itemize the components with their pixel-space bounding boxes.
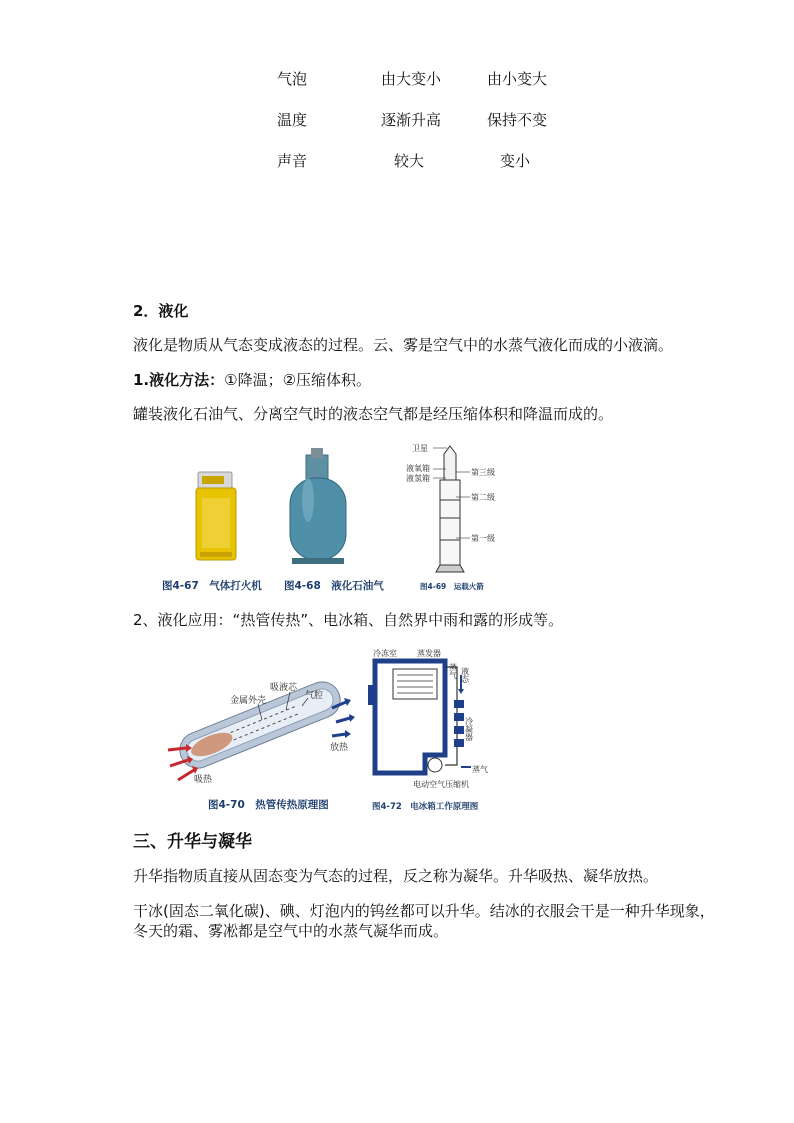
rocket-label-lh2: 液氢箱 — [406, 474, 430, 483]
section-heading: 2．液化 — [133, 302, 189, 320]
methods-label: 1.液化方法： — [133, 371, 225, 389]
fridge-diagram — [365, 645, 500, 800]
section-heading: 三、升华与凝华 — [133, 832, 252, 852]
examples-line-2: 冬天的霜、雾凇都是空气中的水蒸气凝华而成。 — [133, 922, 449, 940]
lighter-image — [196, 472, 236, 560]
figure-row-1 — [150, 440, 540, 595]
fridge-label-condenser: 冷凝器 — [464, 717, 474, 741]
table-cell: 声音 — [277, 152, 308, 170]
methods-text: ①降温；②压缩体积。 — [224, 371, 372, 389]
heat-pipe-label-absorb: 吸热 — [194, 775, 213, 785]
methods-line — [133, 368, 371, 392]
figure-caption: 图4-67 气体打火机 — [162, 580, 262, 592]
table-cell: 温度 — [277, 111, 308, 129]
fridge-label-compressor: 电动空气压缩机 — [413, 780, 469, 789]
heat-pipe-label-release: 放热 — [330, 743, 349, 753]
fridge-label-vapor-bottom: 蒸气 — [472, 765, 488, 774]
heat-pipe-label-cavity: 气腔 — [305, 691, 324, 701]
figure-caption: 图4-72 电冰箱工作原理图 — [372, 802, 479, 812]
rocket-label-lox: 液氧箱 — [406, 464, 430, 473]
table-cell: 气泡 — [277, 70, 308, 88]
heat-pipe-label-wick: 吸液芯 — [270, 683, 298, 693]
rocket-label-stage2: 第二级 — [471, 493, 495, 502]
application-paragraph: 2、液化应用：“热管传热”、电冰箱、自然界中雨和露的形成等。 — [133, 611, 564, 629]
examples-line-1: 干冰(固态二氧化碳)、碘、灯泡内的钨丝都可以升华。结冰的衣服会干是一种升华现象， — [133, 902, 715, 920]
definition-paragraph: 升华指物质直接从固态变为气态的过程，反之称为凝华。升华吸热、凝华放热。 — [133, 867, 659, 885]
examples-paragraph: 罐装液化石油气、分离空气时的液态空气都是经压缩体积和降温而成的。 — [133, 405, 614, 423]
figure-caption: 图4-69 运载火箭 — [420, 582, 484, 591]
table-cell: 由小变大 — [487, 70, 548, 88]
fridge-label-freezer: 冷冻室 — [373, 649, 397, 658]
table-cell: 保持不变 — [487, 111, 548, 129]
heat-pipe-diagram — [160, 670, 360, 800]
table-cell: 较大 — [394, 152, 425, 170]
fridge-label-liquid: 液态 — [460, 667, 470, 683]
rocket-diagram — [406, 444, 495, 572]
fridge-label-vapor: 蒸气 — [448, 663, 458, 679]
figure-caption: 图4-68 液化石油气 — [284, 580, 384, 592]
definition-paragraph: 液化是物质从气态变成液态的过程。云、雾是空气中的水蒸气液化而成的小液滴。 — [133, 336, 674, 354]
heat-pipe-label-shell: 金属外壳 — [230, 696, 267, 706]
rocket-label-stage3: 第三级 — [471, 468, 495, 477]
table-cell: 由大变小 — [381, 70, 442, 88]
fridge-label-evaporator: 蒸发器 — [417, 649, 441, 658]
table-cell: 变小 — [500, 152, 531, 170]
rocket-label-satellite: 卫星 — [412, 444, 428, 453]
gas-cylinder-image — [290, 448, 346, 564]
rocket-label-stage1: 第一级 — [471, 534, 495, 543]
table-cell: 逐渐升高 — [381, 111, 442, 129]
figure-caption: 图4-70 热管传热原理图 — [208, 799, 329, 811]
